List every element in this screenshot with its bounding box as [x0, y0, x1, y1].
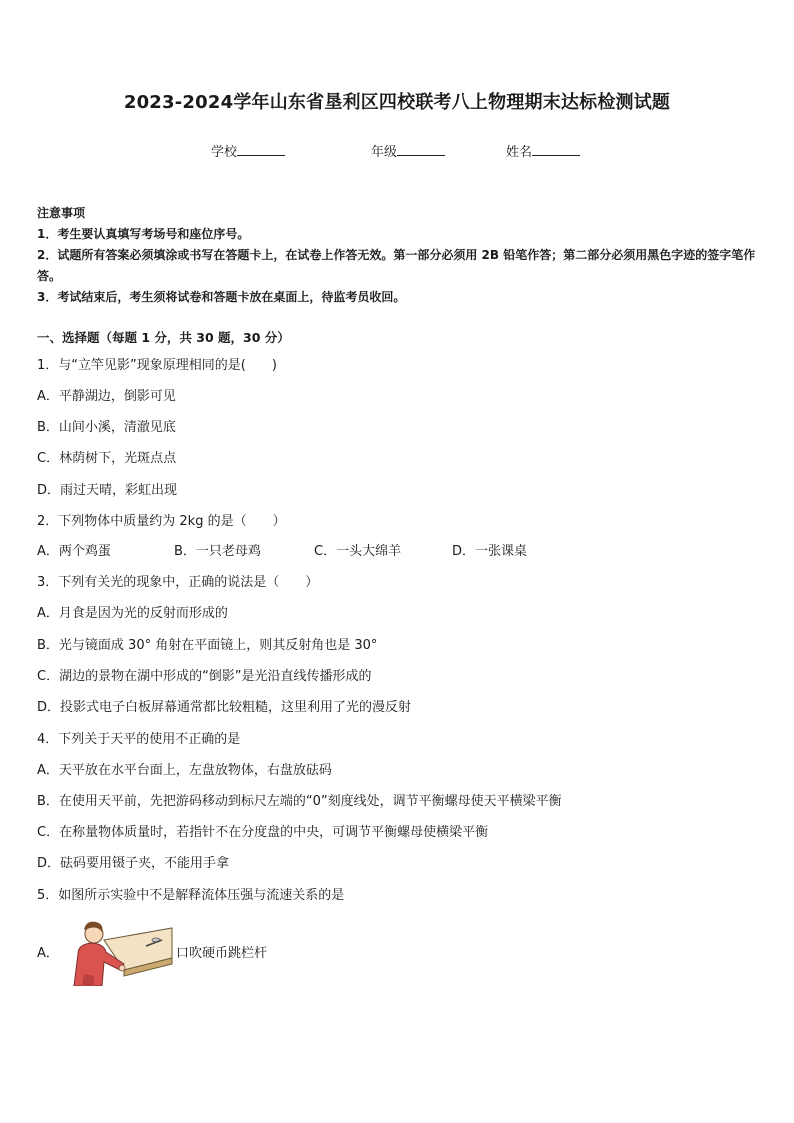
q4-option-d[interactable]: D．砝码要用镊子夹，不能用手拿 — [37, 856, 230, 871]
q4-option-b[interactable]: B．在使用天平前，先把游码移动到标尺左端的“0”刻度线处，调节平衡螺母使天平横梁平衡 — [37, 794, 562, 809]
q2-option-d[interactable]: D．一张课桌 — [452, 544, 528, 559]
q2-option-a[interactable]: A．两个鸡蛋 — [37, 544, 111, 559]
q2-option-c[interactable]: C．一头大绵羊 — [314, 544, 402, 559]
q5-stem: 5．如图所示实验中不是解释流体压强与流速关系的是 — [37, 888, 345, 903]
name-blank[interactable] — [532, 143, 580, 156]
q5-option-a[interactable]: A． — [37, 946, 59, 961]
note-item: 3．考试结束后，考生须将试卷和答题卡放在桌面上，待监考员收回。 — [37, 290, 406, 304]
q3-option-c[interactable]: C．湖边的景物在湖中形成的“倒影”是光沿直线传播形成的 — [37, 669, 372, 684]
q4-stem: 4．下列关于天平的使用不正确的是 — [37, 732, 241, 747]
name-label: 姓名 — [506, 145, 533, 160]
grade-blank[interactable] — [397, 143, 445, 156]
section-heading: 一、选择题（每题 1 分，共 30 题，30 分） — [37, 330, 290, 345]
q3-option-b[interactable]: B．光与镜面成 30° 角射在平面镜上，则其反射角也是 30° — [37, 638, 378, 653]
q2-stem: 2．下列物体中质量约为 2kg 的是（ ） — [37, 514, 286, 529]
q1-option-d[interactable]: D．雨过天晴，彩虹出现 — [37, 483, 178, 498]
q4-option-a[interactable]: A．天平放在水平台面上，左盘放物体，右盘放砝码 — [37, 763, 332, 778]
page-title: 2023-2024学年山东省垦利区四校联考八上物理期末达标检测试题 — [123, 92, 671, 113]
note-item: 1．考生要认真填写考场号和座位序号。 — [37, 227, 250, 241]
q2-option-b[interactable]: B．一只老母鸡 — [174, 544, 261, 559]
grade-field[interactable] — [371, 141, 445, 160]
q1-option-b[interactable]: B．山间小溪，清澈见底 — [37, 420, 176, 435]
grade-label: 年级 — [371, 145, 398, 160]
q1-option-c[interactable]: C．林荫树下，光斑点点 — [37, 451, 177, 466]
school-blank[interactable] — [237, 143, 285, 156]
q3-option-a[interactable]: A．月食是因为光的反射而形成的 — [37, 606, 228, 621]
q4-option-c[interactable]: C．在称量物体质量时，若指针不在分度盘的中央，可调节平衡螺母使横梁平衡 — [37, 825, 489, 840]
note-item: 2．试题所有答案必须填涂或书写在答题卡上，在试卷上作答无效。第一部分必须用 2B 铅笔作答；第二部分必须用黑色字迹的签字笔作答。 — [37, 248, 756, 283]
name-field[interactable] — [506, 141, 580, 160]
q3-stem: 3．下列有关光的现象中，正确的说法是（ ） — [37, 575, 319, 590]
q1-option-a[interactable]: A．平静湖边，倒影可见 — [37, 389, 176, 404]
q1-stem: 1．与“立竿见影”现象原理相同的是( ) — [37, 358, 277, 373]
school-field[interactable] — [211, 141, 285, 160]
notes-heading: 注意事项 — [37, 206, 86, 220]
school-label: 学校 — [211, 145, 238, 160]
q3-option-d[interactable]: D．投影式电子白板屏幕通常都比较粗糙，这里利用了光的漫反射 — [37, 700, 412, 715]
coin-blowing-illustration — [64, 914, 174, 986]
notes-block — [37, 203, 757, 308]
q5-option-a-caption: 口吹硬币跳栏杆 — [176, 946, 268, 961]
